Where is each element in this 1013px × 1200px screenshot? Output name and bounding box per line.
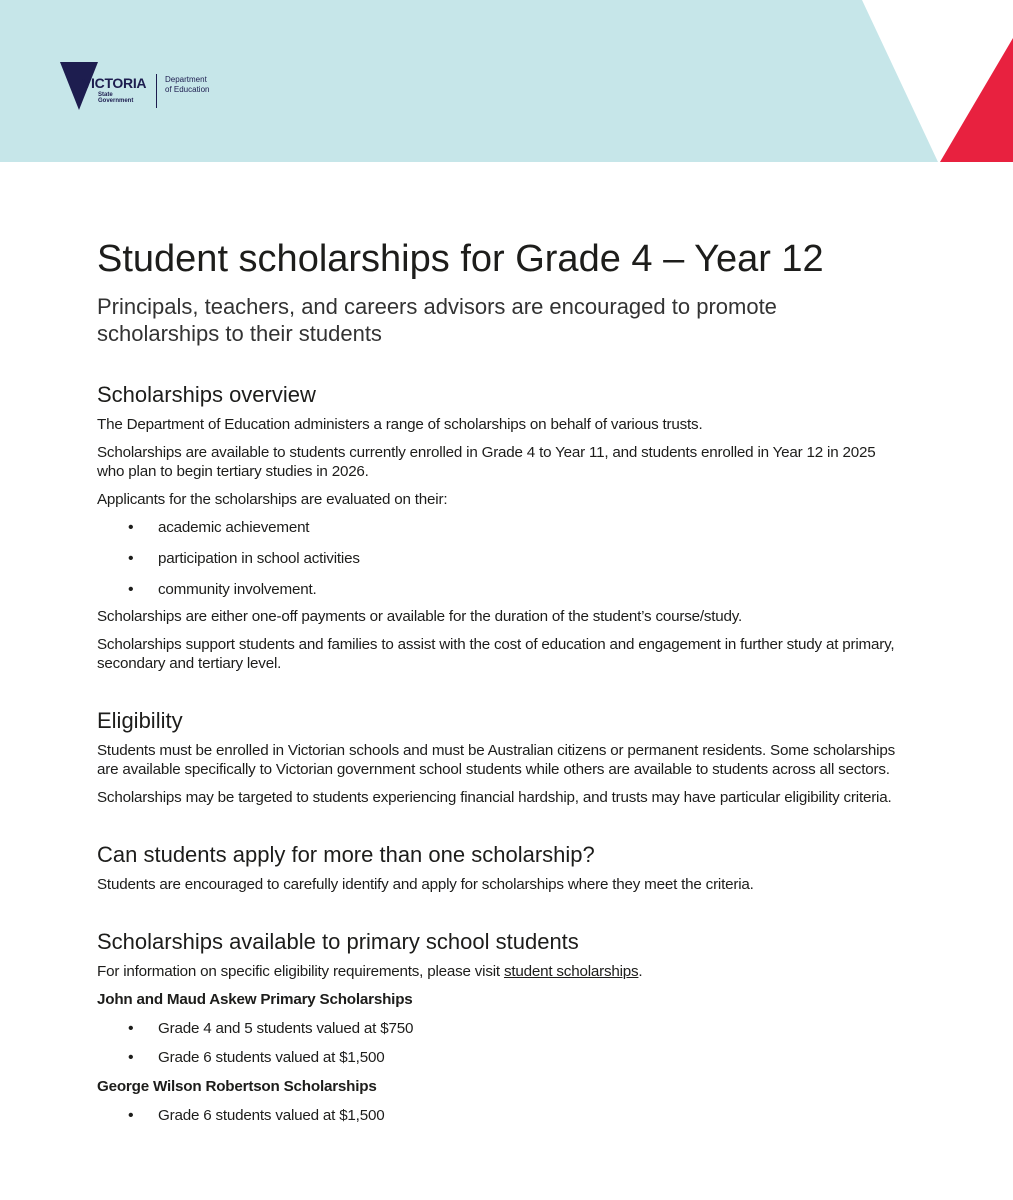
overview-paragraph: Scholarships are available to students currently enrolled in Grade 4 to Year 11, and students enrolled in Year 12 in 2025 who plan to begin tertiary studies in 2026. (97, 444, 876, 480)
robertson-list (97, 1106, 897, 1125)
askew-scholarship-title: John and Maud Askew Primary Scholarships (97, 991, 413, 1008)
askew-list (97, 1019, 897, 1067)
student-scholarships-link[interactable]: student scholarships (503, 963, 639, 980)
criteria-list (97, 518, 897, 599)
victoria-government-logo (60, 62, 209, 110)
overview-heading: Scholarships overview (97, 382, 316, 407)
logo-mark (60, 62, 150, 110)
list-item: • community involvement. (97, 580, 897, 599)
overview-paragraph: Scholarships are either one-off payments or available for the duration of the student’s course/study. (97, 608, 743, 625)
overview-paragraph: The Department of Education administers a range of scholarships on behalf of various trusts. (97, 416, 703, 433)
department-name: Department of Education (165, 75, 210, 94)
page-subtitle: Principals, teachers, and careers advisors are encouraged to promote scholarships to their students (97, 294, 777, 346)
primary-intro: For information on specific eligibility requirements, please visit student scholarships. (97, 963, 643, 980)
multiple-paragraph: Students are encouraged to carefully identify and apply for scholarships where they meet the criteria. (97, 876, 754, 893)
robertson-scholarship-title: George Wilson Robertson Scholarships (97, 1078, 377, 1095)
eligibility-paragraph: Scholarships may be targeted to students experiencing financial hardship, and trusts may have particular eligibility criteria. (97, 789, 892, 806)
logo-divider (156, 74, 157, 108)
list-item: • Grade 6 students valued at $1,500 (97, 1106, 897, 1125)
eligibility-paragraph: Students must be enrolled in Victorian schools and must be Australian citizens or permanent residents. Some scholarships are available specifically to Victorian government school students while others are available to students across all sectors. (97, 742, 895, 778)
logo-wordmark: VICTORIA (82, 75, 147, 91)
page-title: Student scholarships for Grade 4 – Year 12 (97, 238, 824, 280)
document-body (97, 234, 897, 1135)
list-item: • academic achievement (97, 518, 897, 537)
logo-subtext: State Government (98, 92, 134, 104)
list-item: • Grade 4 and 5 students valued at $750 (97, 1019, 897, 1038)
list-item: • Grade 6 students valued at $1,500 (97, 1048, 897, 1067)
overview-paragraph: Applicants for the scholarships are evaluated on their: (97, 491, 448, 508)
list-item: • participation in school activities (97, 549, 897, 568)
multiple-heading: Can students apply for more than one scholarship? (97, 842, 595, 867)
eligibility-heading: Eligibility (97, 708, 183, 733)
overview-paragraph: Scholarships support students and families to assist with the cost of education and engagement in further study at primary, secondary and tertiary level. (97, 636, 895, 672)
primary-heading: Scholarships available to primary school students (97, 929, 579, 954)
